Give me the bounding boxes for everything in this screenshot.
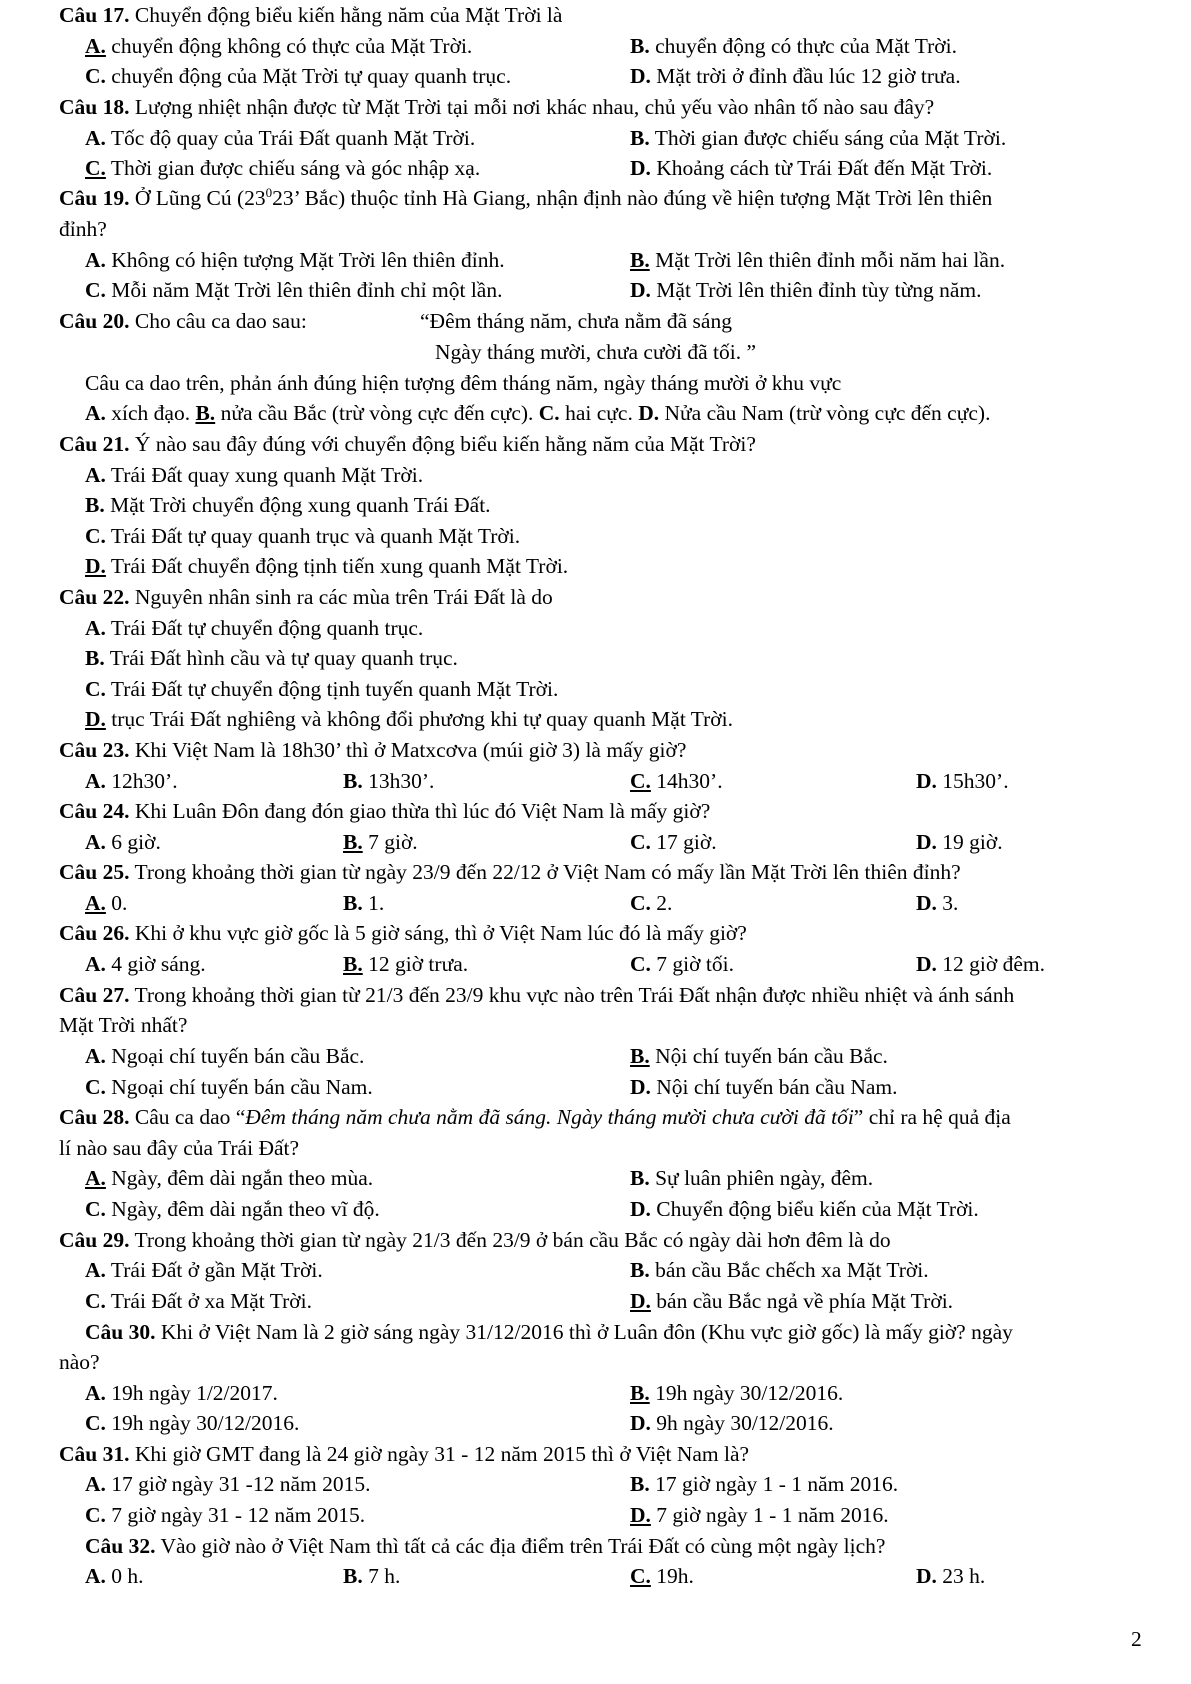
answer-22d bbox=[85, 704, 733, 734]
answer-26a bbox=[85, 949, 206, 979]
question-27-cont bbox=[59, 1010, 187, 1040]
answer-22a bbox=[85, 613, 423, 643]
answer-letter-correct: B. bbox=[195, 401, 216, 425]
verse-line-1: “Đêm tháng năm, chưa nằm đã sáng bbox=[420, 309, 732, 333]
answer-letter: C. bbox=[630, 891, 651, 915]
answer-21c bbox=[85, 521, 520, 551]
answer-23c bbox=[630, 766, 723, 796]
answer-19a bbox=[85, 245, 505, 275]
question-text: 23’ Bắc) thuộc tỉnh Hà Giang, nhận định nào đúng về hiện tượng Mặt Trời lên thiên bbox=[272, 186, 993, 210]
answer-text: Mỗi năm Mặt Trời lên thiên đỉnh chỉ một lần. bbox=[105, 278, 503, 302]
answer-text: trục Trái Đất nghiêng và không đổi phương khi tự quay quanh Mặt Trời. bbox=[105, 707, 734, 731]
answer-text: Thời gian được chiếu sáng và góc nhập xạ. bbox=[105, 156, 481, 180]
answer-letter-correct: C. bbox=[85, 156, 106, 180]
question-text: ” chỉ ra hệ quả địa bbox=[853, 1105, 1011, 1129]
answer-text: xích đạo. bbox=[105, 401, 196, 425]
answer-letter: B. bbox=[630, 1258, 650, 1282]
question-text: Khi ở Việt Nam là 2 giờ sáng ngày 31/12/2016 thì ở Luân đôn (Khu vực giờ gốc) là mấy giờ? ngày bbox=[155, 1320, 1013, 1344]
answer-text: Không có hiện tượng Mặt Trời lên thiên đỉnh. bbox=[105, 248, 505, 272]
question-label: Câu 17. bbox=[59, 3, 130, 27]
question-text: Khi ở khu vực giờ gốc là 5 giờ sáng, thì ở Việt Nam lúc đó là mấy giờ? bbox=[129, 921, 747, 945]
answer-letter: A. bbox=[85, 1258, 106, 1282]
answer-letter: A. bbox=[85, 952, 106, 976]
question-text: Ý nào sau đây đúng với chuyển động biểu kiến hằng năm của Mặt Trời? bbox=[129, 432, 756, 456]
answer-letter: A. bbox=[85, 616, 106, 640]
answer-text: Thời gian được chiếu sáng của Mặt Trời. bbox=[649, 126, 1007, 150]
answer-text: 4 giờ sáng. bbox=[105, 952, 206, 976]
answer-28a bbox=[85, 1163, 373, 1193]
answer-30c bbox=[85, 1408, 299, 1438]
answer-23d bbox=[916, 766, 1009, 796]
answer-text: Mặt Trời chuyển động xung quanh Trái Đất. bbox=[104, 493, 491, 517]
answer-29b bbox=[630, 1255, 929, 1285]
answer-letter: D. bbox=[916, 769, 937, 793]
answer-19b bbox=[630, 245, 1005, 275]
answer-text: 12 giờ đêm. bbox=[936, 952, 1046, 976]
answer-letter: C. bbox=[630, 830, 651, 854]
answer-letter: D. bbox=[630, 1075, 651, 1099]
answer-letter: C. bbox=[85, 1197, 106, 1221]
question-label: Câu 22. bbox=[59, 585, 130, 609]
question-18 bbox=[59, 92, 934, 122]
answer-letter-correct: A. bbox=[85, 891, 106, 915]
question-22 bbox=[59, 582, 553, 612]
answer-28d bbox=[630, 1194, 979, 1224]
answer-18c bbox=[85, 153, 480, 183]
question-text: nào? bbox=[59, 1350, 100, 1374]
answer-32b bbox=[343, 1561, 400, 1591]
answer-text: Sự luân phiên ngày, đêm. bbox=[649, 1166, 874, 1190]
question-label: Câu 29. bbox=[59, 1228, 130, 1252]
question-label: Câu 27. bbox=[59, 983, 130, 1007]
question-20 bbox=[59, 306, 307, 336]
answer-21a bbox=[85, 460, 423, 490]
answer-text: Nội chí tuyến bán cầu Nam. bbox=[650, 1075, 898, 1099]
question-label: Câu 30. bbox=[85, 1320, 156, 1344]
answer-27c bbox=[85, 1072, 373, 1102]
answer-30b bbox=[630, 1378, 843, 1408]
answer-letter: C. bbox=[85, 1411, 106, 1435]
answer-text: 17 giờ ngày 31 -12 năm 2015. bbox=[105, 1472, 371, 1496]
answer-letter-correct: C. bbox=[630, 769, 651, 793]
answer-32c bbox=[630, 1561, 694, 1591]
answer-text: 2. bbox=[650, 891, 673, 915]
question-text: Mặt Trời nhất? bbox=[59, 1013, 188, 1037]
answer-text: bán cầu Bắc ngả về phía Mặt Trời. bbox=[650, 1289, 954, 1313]
question-text: Khi Luân Đôn đang đón giao thừa thì lúc đó Việt Nam là mấy giờ? bbox=[129, 799, 711, 823]
question-27 bbox=[59, 980, 1014, 1010]
answer-letter: C. bbox=[85, 524, 106, 548]
answer-31a bbox=[85, 1469, 370, 1499]
answer-text: 19h ngày 1/2/2017. bbox=[105, 1381, 278, 1405]
answer-letter: A. bbox=[85, 1044, 106, 1068]
quoted-verse: Đêm tháng năm chưa nằm đã sáng. Ngày tháng mười chưa cười đã tối bbox=[245, 1105, 854, 1129]
question-label: Câu 24. bbox=[59, 799, 130, 823]
answer-letter: B. bbox=[630, 1166, 650, 1190]
answer-text: chuyển động không có thực của Mặt Trời. bbox=[105, 34, 473, 58]
answer-text: 1. bbox=[362, 891, 385, 915]
answer-24c bbox=[630, 827, 717, 857]
answer-24a bbox=[85, 827, 161, 857]
answer-letter: A. bbox=[85, 830, 106, 854]
answer-letter: D. bbox=[630, 156, 651, 180]
answer-text: Mặt Trời lên thiên đỉnh mỗi năm hai lần. bbox=[649, 248, 1006, 272]
answer-text: 12h30’. bbox=[105, 769, 178, 793]
answer-text: Trái Đất tự chuyển động quanh trục. bbox=[105, 616, 424, 640]
answer-letter-correct: B. bbox=[630, 1044, 650, 1068]
answers-20 bbox=[85, 398, 990, 428]
answer-text: Trái Đất quay xung quanh Mặt Trời. bbox=[105, 463, 424, 487]
answer-17b bbox=[630, 31, 957, 61]
answer-letter: A. bbox=[85, 1564, 106, 1588]
answer-text: Nội chí tuyến bán cầu Bắc. bbox=[649, 1044, 888, 1068]
answer-letter: C. bbox=[630, 952, 651, 976]
question-label: Câu 31. bbox=[59, 1442, 130, 1466]
answer-text: Mặt Trời lên thiên đỉnh tùy từng năm. bbox=[650, 278, 982, 302]
answer-text: Trái Đất hình cầu và tự quay quanh trục. bbox=[104, 646, 458, 670]
answer-letter: D. bbox=[916, 891, 937, 915]
answer-19d bbox=[630, 275, 982, 305]
answer-23b bbox=[343, 766, 434, 796]
answer-text: Mặt trời ở đỉnh đầu lúc 12 giờ trưa. bbox=[650, 64, 961, 88]
question-label: Câu 28. bbox=[59, 1105, 130, 1129]
answer-text: Khoảng cách từ Trái Đất đến Mặt Trời. bbox=[650, 156, 993, 180]
answer-text: 9h ngày 30/12/2016. bbox=[650, 1411, 834, 1435]
question-28-cont bbox=[59, 1133, 299, 1163]
answer-letter: A. bbox=[85, 1381, 106, 1405]
answer-25d bbox=[916, 888, 958, 918]
answer-28c bbox=[85, 1194, 380, 1224]
answer-29d bbox=[630, 1286, 953, 1316]
answer-30a bbox=[85, 1378, 278, 1408]
answer-letter: B. bbox=[343, 1564, 363, 1588]
answer-18b bbox=[630, 123, 1006, 153]
answer-text: Nửa cầu Nam (trừ vòng cực đến cực). bbox=[659, 401, 991, 425]
answer-letter: A. bbox=[85, 401, 106, 425]
question-23 bbox=[59, 735, 686, 765]
answer-31c bbox=[85, 1500, 365, 1530]
answer-letter: C. bbox=[85, 64, 106, 88]
degree-superscript: 0 bbox=[265, 184, 273, 200]
answer-17c bbox=[85, 61, 511, 91]
question-text: Khi giờ GMT đang là 24 giờ ngày 31 - 12 năm 2015 thì ở Việt Nam là? bbox=[129, 1442, 750, 1466]
question-31 bbox=[59, 1439, 749, 1469]
answer-31b bbox=[630, 1469, 898, 1499]
answer-text: Ngoại chí tuyến bán cầu Nam. bbox=[105, 1075, 373, 1099]
question-text: Vào giờ nào ở Việt Nam thì tất cả các địa điểm trên Trái Đất có cùng một ngày lịch? bbox=[155, 1534, 886, 1558]
answer-text: 19 giờ. bbox=[936, 830, 1003, 854]
answer-letter-correct: B. bbox=[630, 248, 650, 272]
question-label: Câu 23. bbox=[59, 738, 130, 762]
answer-text: Tốc độ quay của Trái Đất quanh Mặt Trời. bbox=[105, 126, 476, 150]
answer-text: hai cực. bbox=[559, 401, 639, 425]
answer-text: 19h ngày 30/12/2016. bbox=[105, 1411, 300, 1435]
answer-letter: A. bbox=[85, 769, 106, 793]
answer-letter: C. bbox=[85, 278, 106, 302]
answer-letter: D. bbox=[638, 401, 660, 425]
question-label: Câu 21. bbox=[59, 432, 130, 456]
answer-letter-correct: B. bbox=[343, 952, 363, 976]
answer-letter-correct: C. bbox=[630, 1564, 651, 1588]
answer-text: chuyển động của Mặt Trời tự quay quanh trục. bbox=[105, 64, 512, 88]
answer-text: nửa cầu Bắc (trừ vòng cực đến cực). bbox=[215, 401, 539, 425]
question-label: Câu 19. bbox=[59, 186, 130, 210]
answer-32d bbox=[916, 1561, 985, 1591]
answer-letter: C. bbox=[85, 1503, 106, 1527]
answer-letter: B. bbox=[343, 891, 363, 915]
answer-text: 17 giờ ngày 1 - 1 năm 2016. bbox=[649, 1472, 899, 1496]
answer-letter: D. bbox=[916, 952, 937, 976]
answer-letter: D. bbox=[916, 830, 937, 854]
question-text: Khi Việt Nam là 18h30’ thì ở Matxcơva (múi giờ 3) là mấy giờ? bbox=[129, 738, 687, 762]
answer-text: 7 giờ. bbox=[362, 830, 418, 854]
answer-29c bbox=[85, 1286, 312, 1316]
answer-text: 14h30’. bbox=[650, 769, 723, 793]
answer-letter-correct: D. bbox=[630, 1503, 651, 1527]
answer-text: Chuyển động biểu kiến của Mặt Trời. bbox=[650, 1197, 979, 1221]
question-32 bbox=[85, 1531, 885, 1561]
question-label: Câu 26. bbox=[59, 921, 130, 945]
answer-letter: C. bbox=[85, 1289, 106, 1313]
answer-letter: A. bbox=[85, 126, 106, 150]
answer-26c bbox=[630, 949, 734, 979]
question-28 bbox=[59, 1102, 1011, 1132]
answer-27d bbox=[630, 1072, 897, 1102]
question-30 bbox=[85, 1317, 1013, 1347]
answer-letter: B. bbox=[630, 1472, 650, 1496]
answer-letter: C. bbox=[85, 1075, 106, 1099]
question-17 bbox=[59, 0, 562, 30]
answer-text: 13h30’. bbox=[362, 769, 435, 793]
answer-text: 7 giờ ngày 1 - 1 năm 2016. bbox=[650, 1503, 889, 1527]
answer-text: 3. bbox=[936, 891, 959, 915]
answer-text: 19h ngày 30/12/2016. bbox=[649, 1381, 844, 1405]
answer-letter: A. bbox=[85, 463, 106, 487]
answer-26b bbox=[343, 949, 468, 979]
answer-letter: D. bbox=[916, 1564, 937, 1588]
answer-letter: B. bbox=[630, 126, 650, 150]
answer-text: 7 h. bbox=[362, 1564, 401, 1588]
answer-text: 7 giờ tối. bbox=[650, 952, 734, 976]
answer-letter-correct: A. bbox=[85, 1166, 106, 1190]
answer-18d bbox=[630, 153, 992, 183]
answer-25b bbox=[343, 888, 384, 918]
answer-text: Trái Đất ở gần Mặt Trời. bbox=[105, 1258, 323, 1282]
answer-letter: D. bbox=[630, 64, 651, 88]
question-text: Ở Lũng Cú (23 bbox=[129, 186, 266, 210]
answer-text: Ngoại chí tuyến bán cầu Bắc. bbox=[105, 1044, 365, 1068]
answer-text: 19h. bbox=[650, 1564, 694, 1588]
question-label: Câu 32. bbox=[85, 1534, 156, 1558]
answer-17d bbox=[630, 61, 961, 91]
answer-letter-correct: B. bbox=[343, 830, 363, 854]
verse-line-2: Ngày tháng mười, chưa cười đã tối. ” bbox=[435, 340, 756, 364]
answer-17a bbox=[85, 31, 472, 61]
answer-25a bbox=[85, 888, 127, 918]
answer-letter-correct: D. bbox=[85, 707, 106, 731]
answer-letter-correct: D. bbox=[85, 554, 106, 578]
question-label: Câu 25. bbox=[59, 860, 130, 884]
question-label: Câu 18. bbox=[59, 95, 130, 119]
question-30-cont bbox=[59, 1347, 100, 1377]
answer-18a bbox=[85, 123, 475, 153]
question-text: Cho câu ca dao sau: bbox=[129, 309, 307, 333]
answer-text: 0 h. bbox=[105, 1564, 144, 1588]
answer-letter: A. bbox=[85, 248, 106, 272]
answer-26d bbox=[916, 949, 1045, 979]
answer-letter-correct: B. bbox=[630, 1381, 650, 1405]
answer-21d bbox=[85, 551, 568, 581]
answer-text: Ngày, đêm dài ngắn theo vĩ độ. bbox=[105, 1197, 380, 1221]
answer-31d bbox=[630, 1500, 889, 1530]
question-19 bbox=[59, 183, 992, 213]
answer-30d bbox=[630, 1408, 834, 1438]
question-26 bbox=[59, 918, 747, 948]
answer-text: 6 giờ. bbox=[105, 830, 161, 854]
answer-letter: D. bbox=[630, 1197, 651, 1221]
answer-text: Ngày, đêm dài ngắn theo mùa. bbox=[105, 1166, 374, 1190]
question-20-stem: Câu ca dao trên, phản ánh đúng hiện tượng đêm tháng năm, ngày tháng mười ở khu vực bbox=[85, 371, 842, 395]
answer-letter: C. bbox=[538, 401, 560, 425]
question-text: Lượng nhiệt nhận được từ Mặt Trời tại mỗi nơi khác nhau, chủ yếu vào nhân tố nào sau đây? bbox=[129, 95, 935, 119]
answer-text: 7 giờ ngày 31 - 12 năm 2015. bbox=[105, 1503, 366, 1527]
answer-23a bbox=[85, 766, 178, 796]
answer-letter: B. bbox=[343, 769, 363, 793]
answer-text: Trái Đất tự quay quanh trục và quanh Mặt Trời. bbox=[105, 524, 521, 548]
answer-text: 0. bbox=[105, 891, 128, 915]
answer-27a bbox=[85, 1041, 364, 1071]
answer-text: Trái Đất ở xa Mặt Trời. bbox=[105, 1289, 313, 1313]
question-text: Trong khoảng thời gian từ ngày 21/3 đến 23/9 ở bán cầu Bắc có ngày dài hơn đêm là do bbox=[129, 1228, 891, 1252]
answer-text: 23 h. bbox=[936, 1564, 986, 1588]
answer-letter: D. bbox=[630, 278, 651, 302]
answer-text: Trái Đất chuyển động tịnh tiến xung quanh Mặt Trời. bbox=[105, 554, 569, 578]
answer-24b bbox=[343, 827, 418, 857]
question-text: Trong khoảng thời gian từ 21/3 đến 23/9 khu vực nào trên Trái Đất nhận được nhiều nhiệt và ánh sánh bbox=[129, 983, 1015, 1007]
answer-letter: B. bbox=[85, 493, 105, 517]
answer-19c bbox=[85, 275, 502, 305]
answer-22c bbox=[85, 674, 558, 704]
answer-letter: D. bbox=[630, 1411, 651, 1435]
question-text: Trong khoảng thời gian từ ngày 23/9 đến 22/12 ở Việt Nam có mấy lần Mặt Trời lên thiên đỉnh? bbox=[129, 860, 961, 884]
answer-text: 17 giờ. bbox=[650, 830, 717, 854]
answer-letter: C. bbox=[85, 677, 106, 701]
answer-32a bbox=[85, 1561, 144, 1591]
question-21 bbox=[59, 429, 756, 459]
question-24 bbox=[59, 796, 710, 826]
answer-text: 12 giờ trưa. bbox=[362, 952, 469, 976]
answer-27b bbox=[630, 1041, 888, 1071]
answer-28b bbox=[630, 1163, 873, 1193]
answer-letter-correct: A. bbox=[85, 34, 106, 58]
question-29 bbox=[59, 1225, 891, 1255]
answer-text: 15h30’. bbox=[936, 769, 1009, 793]
question-text: Nguyên nhân sinh ra các mùa trên Trái Đất là do bbox=[129, 585, 553, 609]
answer-text: Trái Đất tự chuyển động tịnh tuyến quanh Mặt Trời. bbox=[105, 677, 559, 701]
question-text: Chuyển động biểu kiến hằng năm của Mặt Trời là bbox=[129, 3, 563, 27]
question-label: Câu 20. bbox=[59, 309, 130, 333]
answer-letter: A. bbox=[85, 1472, 106, 1496]
answer-letter-correct: D. bbox=[630, 1289, 651, 1313]
answer-25c bbox=[630, 888, 672, 918]
answer-21b bbox=[85, 490, 491, 520]
answer-text: chuyển động có thực của Mặt Trời. bbox=[649, 34, 957, 58]
answer-22b bbox=[85, 643, 458, 673]
page-number: 2 bbox=[1131, 1627, 1142, 1651]
question-text: lí nào sau đây của Trái Đất? bbox=[59, 1136, 300, 1160]
answer-text: bán cầu Bắc chếch xa Mặt Trời. bbox=[649, 1258, 929, 1282]
answer-letter: B. bbox=[85, 646, 105, 670]
question-25 bbox=[59, 857, 961, 887]
answer-29a bbox=[85, 1255, 323, 1285]
answer-24d bbox=[916, 827, 1003, 857]
answer-letter: B. bbox=[630, 34, 650, 58]
question-text: đỉnh? bbox=[59, 217, 107, 241]
question-19-cont bbox=[59, 214, 107, 244]
question-text: Câu ca dao “ bbox=[129, 1105, 246, 1129]
